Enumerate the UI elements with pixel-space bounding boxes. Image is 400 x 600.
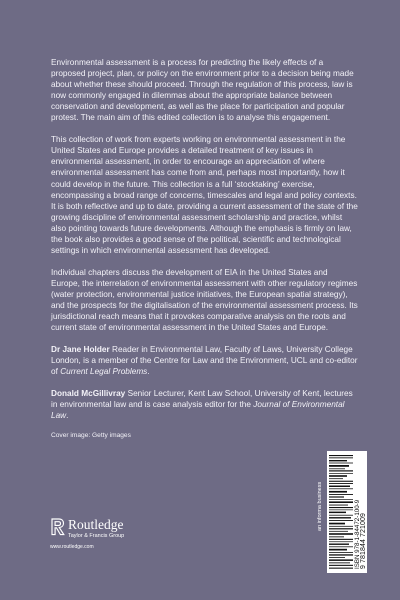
publisher-url: www.routledge.com [50,544,94,550]
cover-image-credit: Cover image: Getty images [51,431,131,439]
bio-end: . [147,367,150,377]
bio-publication-title: Current Legal Problems [60,367,148,377]
bio-jane-holder [51,344,358,377]
informa-business-label [316,437,324,531]
bio-donald-mcgillivray [51,388,358,421]
publisher-logo [50,513,160,550]
bio-end: . [66,411,69,420]
bio-text: Reader in Environmental Law, Faculty of Laws, University College London, is a member of the Centre for Law and the Environment, UCL and co-editor of [51,344,358,377]
barcode-area [327,451,367,573]
barcode [329,455,353,569]
summary-paragraph-3: Individual chapters discuss the development of EIA in the United States and Europe, the interrelation of environmental assessment with other regulatory regimes (water protection, environmental justice initiatives, the European spatial strategy), and the prospects for the digitalisation of the environmental assessment process. Its jurisdictional reach means that it provokes comparative analysis on the roots and current state of environmental assessment in the United States and Europe. [51,267,358,333]
informa-text: an informa business [317,481,323,531]
ean-number: 9 781844 721009 [360,513,367,569]
publisher-group: Taylor & Francis Group [68,533,125,539]
bio-name: Donald McGillivray [51,388,126,398]
back-cover-text [51,57,358,450]
barcode-text [354,455,367,569]
routledge-r-logo-icon [50,517,65,537]
publisher-name: Routledge [68,517,124,532]
bio-publication-title: Journal of Environmental Law [51,399,345,420]
bio-text: Senior Lecturer, Kent Law School, University of Kent, lectures in environmental law and is case analysis editor for the [51,388,353,409]
isbn-text: ISBN 978-1-84472-100-9 [354,499,361,569]
bio-name: Dr Jane Holder [51,344,110,354]
summary-paragraph-1: Environmental assessment is a process for predicting the likely effects of a proposed project, plan, or policy on the environment prior to a decision being made about whether these should proceed. Through the regulation of this process, law is now commonly engaged in dilemmas about the appropriate balance between conservation and development, as well as the place for participation and popular protest. The main aim of this edited collection is to analyse this engagement. [51,58,354,123]
summary-paragraph-2: This collection of work from experts working on environmental assessment in the United States and Europe provides a detailed treatment of key issues in environmental assessment, in order to encourage an appreciation of where environmental assessment has come from and, perhaps most importantly, how it could develop in the future. This collection is a full ‘stocktaking’ exercise, encompassing a broad range of concerns, timescales and legal and policy contexts. It is both reflective and up to date, providing a current assessment of the state of the growing discipline of environmental assessment scholarship and practice, whilst also pointing towards future developments. Although the emphasis is firmly on law, the book also provides a good sense of the political, scientific and technological settings in which environmental assessment has developed. [51,135,358,256]
